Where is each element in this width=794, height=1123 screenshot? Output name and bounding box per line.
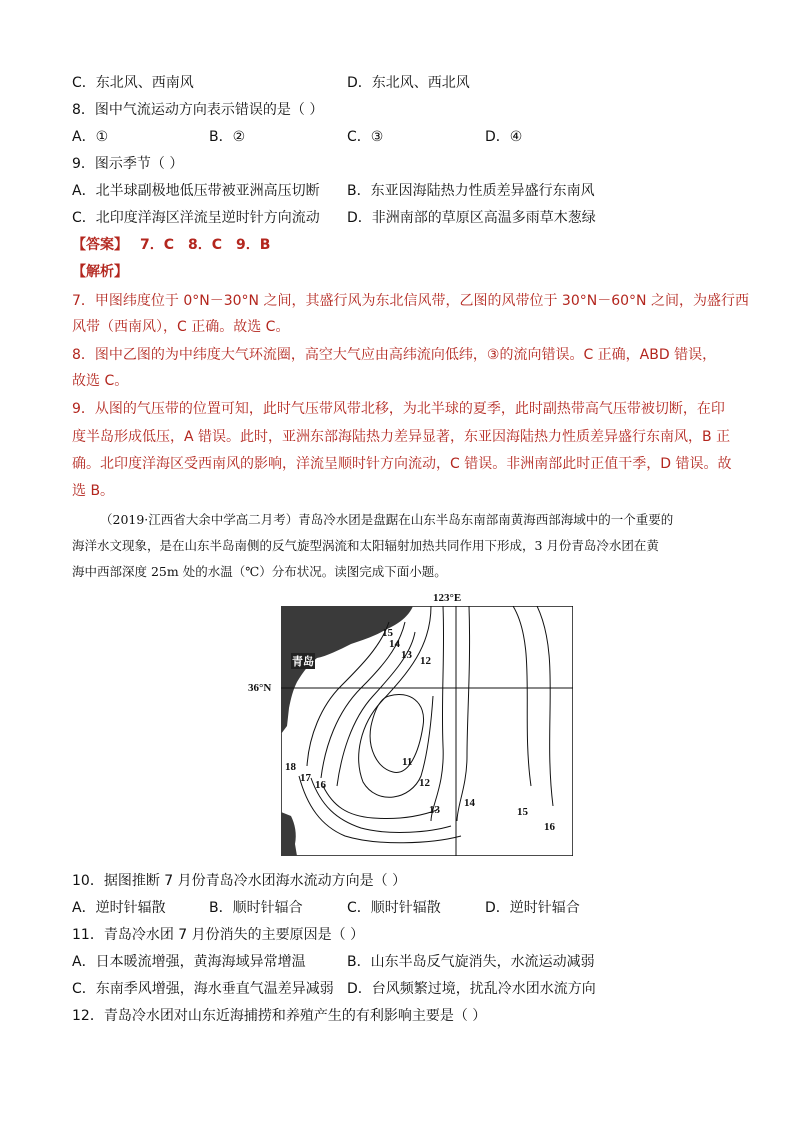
- q9-stem: 9．图示季节（ ）: [72, 156, 184, 172]
- q11-option-a: A．日本暖流增强，黄海海域异常增温: [72, 954, 306, 970]
- lat-label: 36°N: [248, 682, 272, 694]
- q8-option-c: C．③: [347, 129, 384, 145]
- q10-option-d: D．逆时针辐合: [485, 900, 580, 916]
- q11-option-b: B．山东半岛反气旋消失，水流运动减弱: [347, 954, 595, 970]
- q9-option-a: A．北半球副极地低压带被亚洲高压切断: [72, 183, 320, 199]
- isotherm-label-13b: 13: [429, 804, 440, 816]
- q8-option-b: B．②: [209, 129, 246, 145]
- analysis-9-line-3: 确。北印度洋海区受西南风的影响，洋流呈顺时针方向流动，C 错误。非洲南部此时正值干季，D 错误。故: [72, 456, 732, 472]
- q7-option-d: D．东北风、西北风: [347, 75, 470, 91]
- analysis-8-line-2: 故选 C。: [72, 373, 129, 389]
- city-label: 青岛: [291, 653, 315, 669]
- analysis-label: 【解析】: [72, 264, 128, 280]
- isotherm-label-17: 17: [300, 772, 311, 784]
- intro-line-1: （2019·江西省大余中学高二月考）青岛冷水团是盘踞在山东半岛东南部南黄海西部海域中的一个重要的: [100, 512, 674, 527]
- analysis-9-line-1: 9．从图的气压带的位置可知，此时气压带风带北移，为北半球的夏季，此时副热带高气压带被切断，在印: [72, 401, 725, 417]
- q11-option-d: D．台风频繁过境，扰乱冷水团水流方向: [347, 981, 596, 997]
- q11-option-c: C．东南季风增强，海水垂直气温差异减弱: [72, 981, 334, 997]
- q9-option-d: D．非洲南部的草原区高温多雨草木葱绿: [347, 210, 596, 226]
- q10-option-b: B．顺时针辐合: [209, 900, 303, 916]
- q8-option-a: A．①: [72, 129, 109, 145]
- q12-stem: 12．青岛冷水团对山东近海捕捞和养殖产生的有利影响主要是（ ）: [72, 1008, 487, 1024]
- intro-line-2: 海洋水文现象，是在山东半岛南侧的反气旋型涡流和太阳辐射加热共同作用下形成，3 月份青岛冷水团在黄: [72, 538, 659, 553]
- q10-option-c: C．顺时针辐散: [347, 900, 441, 916]
- isotherm-label-14: 14: [389, 638, 400, 650]
- analysis-7-line-1: 7．甲图纬度位于 0°N－30°N 之间，其盛行风为东北信风带，乙图的风带位于 30°N－60°N 之间，为盛行西: [72, 293, 749, 309]
- isotherm-label-16c: 16: [315, 779, 326, 791]
- analysis-9-line-2: 度半岛形成低压，A 错误。此时，亚洲东部海陆热力差异显著，东亚因海陆热力性质差异盛行东南风，B 正: [72, 429, 731, 445]
- qingdao-cold-water-map: [248, 592, 573, 856]
- answer-text: 7．C 8．C 9．B: [140, 237, 271, 253]
- isotherm-map-svg: [281, 606, 573, 856]
- isotherm-label-15: 15: [382, 627, 393, 639]
- q10-stem: 10．据图推断 7 月份青岛冷水团海水流动方向是（ ）: [72, 873, 407, 889]
- lon-label: 123°E: [433, 592, 462, 604]
- q8-stem: 8．图中气流运动方向表示错误的是（ ）: [72, 102, 324, 118]
- intro-line-3: 海中西部深度 25m 处的水温（℃）分布状况。读图完成下面小题。: [72, 564, 447, 579]
- analysis-9-line-4: 选 B。: [72, 483, 115, 499]
- q9-option-b: B．东亚因海陆热力性质差异盛行东南风: [347, 183, 595, 199]
- isotherm-label-13: 13: [401, 649, 412, 661]
- analysis-8-line-1: 8．图中乙图的为中纬度大气环流圈，高空大气应由高纬流向低纬，③的流向错误。C 正确，ABD 错误，: [72, 347, 717, 363]
- q8-option-d: D．④: [485, 129, 523, 145]
- q10-option-a: A．逆时针辐散: [72, 900, 166, 916]
- isotherm-label-14b: 14: [464, 797, 475, 809]
- answer-label: 【答案】: [72, 237, 128, 253]
- isotherm-label-15b: 15: [517, 806, 528, 818]
- isotherm-label-12: 12: [420, 655, 431, 667]
- isotherm-label-12b: 12: [419, 777, 430, 789]
- analysis-7-line-2: 风带（西南风），C 正确。故选 C。: [72, 319, 290, 335]
- q7-option-c: C．东北风、西南风: [72, 75, 194, 91]
- isotherm-label-11: 11: [402, 756, 413, 768]
- q9-option-c: C．北印度洋海区洋流呈逆时针方向流动: [72, 210, 320, 226]
- isotherm-label-16b: 16: [544, 821, 555, 833]
- q11-stem: 11．青岛冷水团 7 月份消失的主要原因是（ ）: [72, 927, 365, 943]
- isotherm-label-18: 18: [285, 761, 296, 773]
